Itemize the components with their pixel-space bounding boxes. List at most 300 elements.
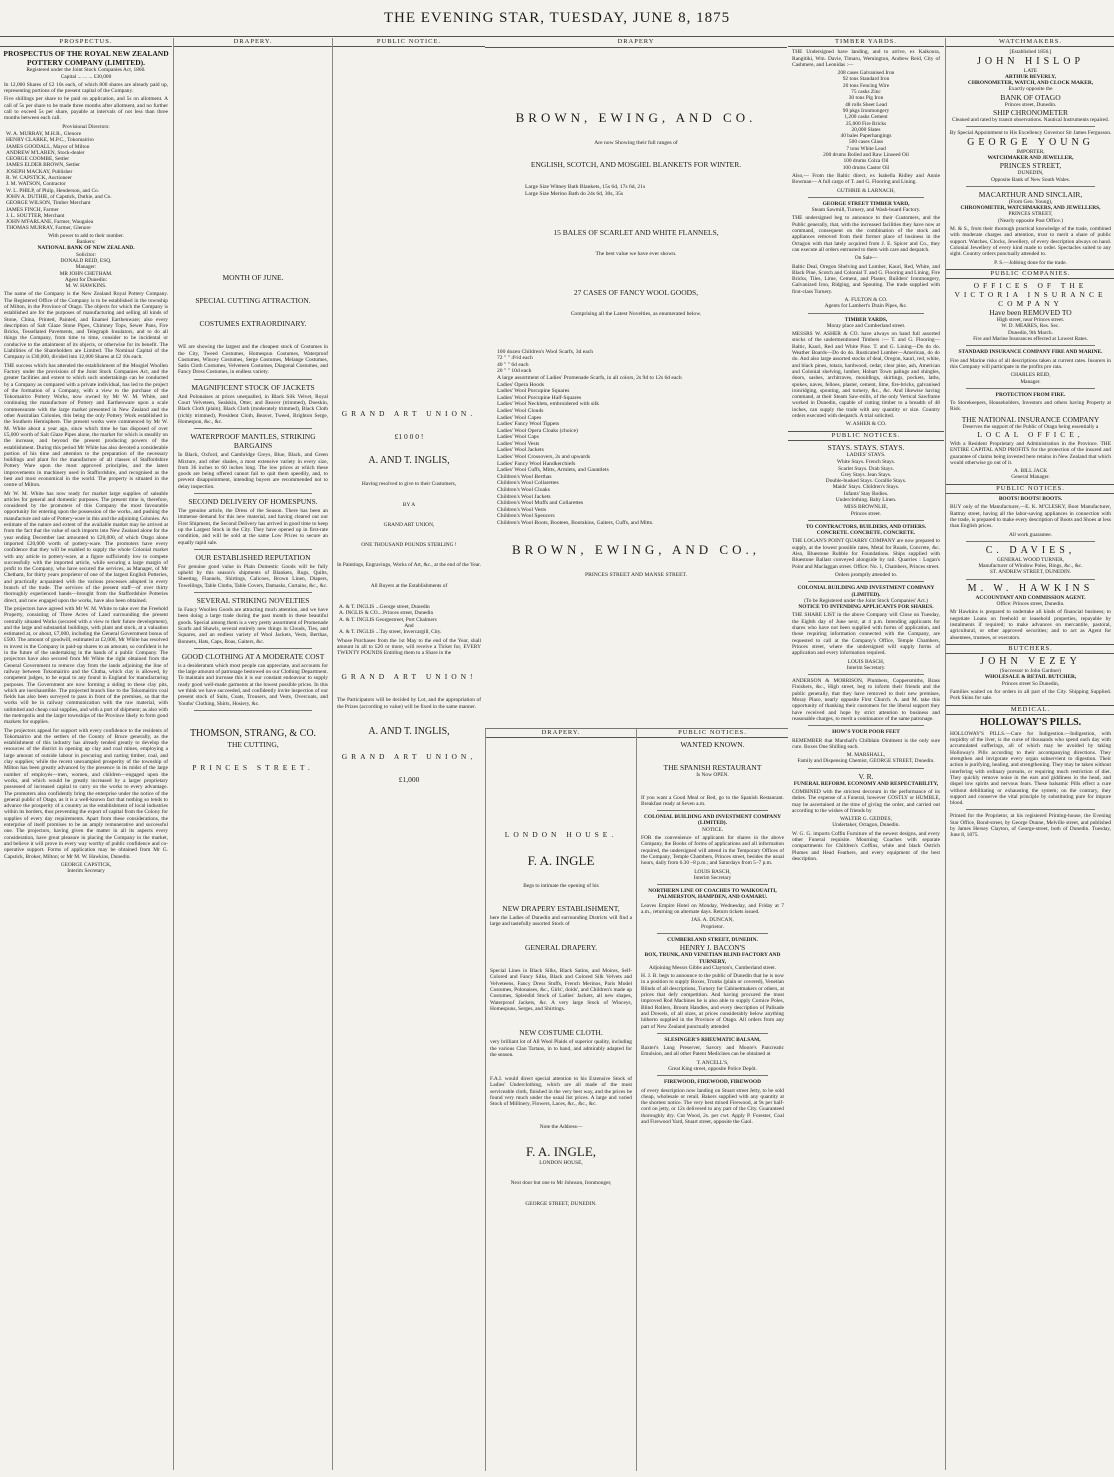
stays-item: White Stays. French Stays. <box>836 459 896 466</box>
davies-name: C. DAVIES, <box>985 544 1076 556</box>
chrono-watchmakers: CHRONOMETER, WATCHMAKERS, AND JEWELLERS, <box>960 205 1101 212</box>
wool-item: Children's Wool Spencers <box>497 513 555 520</box>
month-heading: MONTH OF JUNE. <box>222 273 284 283</box>
here-line: here the Ladies of Dunedin and surrounding Districts will find a large and tastefully assorted Stock of <box>490 914 632 927</box>
notice-heading: NOTICE. <box>701 826 724 833</box>
agent-title: Agent for Dunedin: <box>64 276 108 283</box>
brownlie-address: Princes street. <box>850 510 882 517</box>
jobbing-line: P. S.—Jobbing done for the trade. <box>994 259 1067 266</box>
masthead-title: THE EVENING STAR, TUESDAY, JUNE 8, 1875 <box>0 0 1114 37</box>
section-header-medical: MEDICAL. <box>946 705 1114 715</box>
colonial-building-2: COLONIAL BUILDING AND INVESTMENT COMPANY (LIMITED). <box>797 585 935 598</box>
geddes-text: W. G. G. imports Coffin Furniture of the newest designs, and every other Funeral requisite. Mourning Coaches with separate compartments for Children's Coffins, white and black Ostrich Plumes and Head Feathers, and every equipment of the best description. <box>792 830 940 862</box>
goods-item: 500 cases Glass <box>848 139 884 146</box>
guarantee-line: All work guarantee. <box>1009 531 1052 538</box>
george-timber-yard: GEORGE STREET TIMBER YARD, <box>822 200 910 207</box>
section-header-prospectus: PROSPECTUS. <box>0 38 172 47</box>
jackets-text: And Polonaises at prices unequalled, in Black Silk Velvet, Royal Court Velveteen, Sealskin, Otter, and Beaver (trimmed), Doeskin, Black Cloth (plain), Black Cloth (moderately trimmed), Black Cloth (richly trimmed), President Cloth, Beaver, Tweed, Brighton Serge, Homespun, &c., &c. <box>178 393 328 425</box>
purchases-text: Whose Purchases from the 1st May to the end of the Year, shall amount in all to £20 or more, will receive a Ticket for, EVERY TWENTY POUNDS Entitling them to a Share in the <box>337 637 481 657</box>
firewood-heading: FIREWOOD, FIREWOOD, FIREWOOD <box>663 1079 762 1086</box>
goods-item: 90 pkgs Ironmongery <box>842 107 890 114</box>
goods-item: 100 drums Castor Oil <box>842 164 890 171</box>
bacon-name: HENRY J. BACON'S <box>679 943 746 953</box>
coaches-heading: NORTHERN LINE OF COACHES TO WAIKOUAITI, PALMERSTON, HAMPDEN, AND OAMARU. <box>648 888 777 901</box>
director: GEORGE COOMBE, Settler <box>6 156 70 163</box>
george-street: GEORGE STREET, DUNEDIN. <box>525 1200 597 1207</box>
colonial-building: COLONIAL BUILDING AND INVESTMENT COMPANY (LIMITED). <box>644 814 781 827</box>
manager: MR JOHN CHETHAM. <box>59 270 113 277</box>
young-name: GEORGE YOUNG <box>967 136 1094 148</box>
protection-heading: PROTECTION FROM FIRE. <box>995 391 1066 398</box>
wool-item: Ladies' Fancy Wool Handkerchiefs <box>497 460 576 467</box>
column-prospectus <box>0 38 172 1470</box>
boots-heading: BOOTS! BOOTS! BOOTS. <box>998 496 1063 503</box>
brownlie-name: MISS BROWNLIE, <box>844 504 888 511</box>
davies-role: GENERAL WOOD TURNER, <box>996 556 1065 563</box>
quarry-text: THE LOGAN'S POINT QUARRY COMPANY are now prepared to supply, at the lowest possible rates, Metal for Roads, Concrete, &c. Also, Bluestone Rubble for Foundations. Ships supplied with Bluestone Ballast conveyed alongside by rail. Quarries : Logan's Point and Maclaggan street. Office: No. 1, Chambers, Princes street. <box>792 538 940 570</box>
holloway-heading: HOLLOWAY'S PILLS. <box>979 716 1082 728</box>
families-text: Families waited on for orders in all part of the City. Shipping Supplied. Pork Skins for sale. <box>950 689 1111 702</box>
basch-role: Interim Secretary <box>693 874 732 881</box>
goods-list <box>794 70 938 171</box>
director: W. L. PHILP, of Philp, Henderson, and Co. <box>6 187 100 194</box>
vezey-address: Princes street So Dunedin, <box>1001 680 1060 687</box>
wool-item: Children's Wool Collarettes <box>497 480 559 487</box>
branch: A. & T. INGLIS ...Tay street, Invercargill, City. <box>339 629 442 636</box>
wool-item: Ladies' Wool Necklets, embroidered with silk <box>497 401 600 408</box>
asher-name: W. ASHER & CO. <box>845 421 887 428</box>
section-header-public-notices-3: PUBLIC NOTICES. <box>946 484 1114 494</box>
goods-item: 200 drums Boiled and Raw Linseed Oil <box>823 152 909 159</box>
goods-item: 75 casks Zinc <box>851 89 881 96</box>
basch-name: LOUIS BASCH, <box>694 868 731 875</box>
stays-item: Double-busked Stays. Corallie Stays. <box>825 478 907 485</box>
stays-list <box>794 459 938 503</box>
grand-art-union: GRAND ART UNION! <box>341 672 477 682</box>
goods-item: 25,000 Fire Bricks <box>845 120 887 127</box>
wool-item: Ladies' Wool Vests <box>497 440 540 447</box>
slesinger-heading: SLESINGER'S RHEUMATIC BALSAM, <box>664 1036 761 1043</box>
on-sale: On Sale— <box>854 255 878 262</box>
bacon-adjoining: Adjoining Messrs Gibbs and Clayton's, Cumberland street. <box>648 964 777 971</box>
costumes-heading: COSTUMES EXTRAORDINARY. <box>199 319 307 329</box>
special-lines: Special Lines in Black Silks, Black Satins, and Moires, Self-Colored and Fancy Silks, Black and Colored Silk Velvets and Velveteens, Fancy Dress Stuffs, French Merinos, Paris Model Costumes, Polonaises, &c., Girls', doids', and Children's made up Costumes, Splendid Stock of Ladies' Jackets, all new shapes, Waterproof Jackets, &c. A very large Stock of Winceys, Homespuns, Serges, and Shirtings. <box>490 968 632 1012</box>
wool-item: Children's Wool Jackets <box>497 493 551 500</box>
clothing-text: is a desideratum which most people can appreciate, and accounts for the large amount of patronage bestowed on our Clothing Department. To maintain and increase this it is our constant endeavour to supply ready good well-made garments at the lowest possible prices. In this we think we have succeeded, and confidently invite inspection of our present stock of Suits, Coats, Trousers, and Vests, Overcoats, and Youths' Clothing, Shirts, Hosiery, &c. <box>178 662 328 707</box>
reputation-text: For genuine good value in Plain Domestic Goods will be fully upheld by this season's shipments of Blankets, Rugs, Quilts, Sheeting, Flannels, Shirtings, Calicoes, Brown Linen, Diapers, Towellings, Table Cloths, Table Covers, Damasks, Curtains, &c., &c. <box>178 563 328 589</box>
wool-item: 72 " " 4½d each <box>497 355 533 362</box>
prospectus-body: The projectors have agreed with Mr W. M. White to take over the Freehold Property, consisting of Three Acres of Land surrounding the present centrally situated Works (secured with a view to their future development), and the large and substantial buildings, with plant and stock, at a valuation estimated at, or about, £7,000, including the General Government bonus of £500. The amount of goodwill, estimated at £2,000, Mr White has resolved to invest in the Company in paid-up shares to an amount, so confident is he in the future of the undertaking in the hands of a public Company. The projectors have also secured from Mr White the right obtained from the General Government to remove clay from the lands adjoining the line of railway between Tokomairiro and the Clutha, which clay is allowed, by competent judges, to be equal to any found in England for manufacturing purposes. The Government are now forming a siding to these clay pits, which are inexhaustible. The projected branch line to the Tokomairiro coal fields has also been surveyed to pass in front of the premises, so that the works will be in railway communication with the raw material, with unlimited and cheap coal supplies, and with a port of shipment; as also with the metropolis and the larger townships of the Province likely to form good markets for supplies. <box>4 605 168 726</box>
prospectus-body: Mr W. M. White has now ready for market large supplies of saleable articles for general and domestic purposes. The present time is, therefore, considered by the promoters of this Company the most favourable opportunity for entering upon the possession of the works, and pushing the manufacture and sale of Pottery-ware in this and the adjoining Colonies. An estimate of the nature and extent of the available market may be arrived at from the fact that the value of such imports into New Zealand alone for the year ending December last amounted to £20,000, of which Otago alone imported £20,000 worth of pottery-ware. The promoters have every confidence that they will be enabled to supply the whole Colonial market with any article in pottery-ware, at a figure sufficiently low to compete successfully with the imported article, while securing a large margin of profit to the Company, who have secured the services, as Manager, of Mr Chetham, for thirty years proprietor of one of the largest English Potteries, and practically acquainted with the various processes adopted in every branch of the trade. The services of the present staff—of over thirty thoroughly experienced hands—brought from the Staffordshire Potteries direct, and now engaged upon the works, have also been obtained. <box>4 490 168 604</box>
prospectus-registered: Registered under the Joint Stock Companies Act, 1860. <box>26 67 146 74</box>
section-header-public-notices-2: PUBLIC NOTICES. <box>788 431 944 441</box>
section-header-drapery-2: DRAPERY <box>485 38 787 48</box>
accountant-line: ACCOUNTANT AND COMMISSION AGENT. <box>975 594 1086 601</box>
fire-line: Fire and Marine Insurances effected at Lowest Rates. <box>973 336 1088 343</box>
hawkins-office: Office: Princes street, Dunedin. <box>996 601 1065 608</box>
hislop-name: JOHN HISLOP <box>976 55 1085 67</box>
ancell-address: Great King street, opposite Police Depôt. <box>668 1065 757 1072</box>
brown-ewing-banner-2: BROWN, EWING, AND CO., <box>512 541 760 557</box>
wool-item: Ladies' Wool Opera Cloaks (choice) <box>497 427 578 434</box>
column-timber-yards <box>788 38 944 1470</box>
branches-list <box>339 604 479 635</box>
art-union-amount: £1 0 0 0 ! <box>394 432 424 442</box>
inglis-intro: Having resolved to give to their Customers, <box>361 481 457 488</box>
established-line: [Established 1856.] <box>1009 49 1052 56</box>
begs-line: Begs to intimate the opening of his <box>523 883 599 890</box>
stays-item: Underclothing. Baby Linen. <box>835 497 897 503</box>
blanket-row: Large Size Witney Bath Blankets, 15s 6d, 17s 6d, 21s <box>525 184 646 191</box>
director: GEORGE WILSON, Timber Merchant <box>6 200 91 207</box>
novelties-text: In Fancy Woollen Goods are attracting much attention, and we have been doing a large trade during the past month in these beautiful goods. Special among them is a very pretty assortment of Promenade Scarfs and Shawls, several entirely new things in Clouds, Ties, and Squares, and an endless variety of Wool Jackets, Vests, Berthas, Bonnets, Hats, Caps, Boas, Gaiters, &c. <box>178 607 328 645</box>
stays-item: Maids' Stays. Children's Stays. <box>832 484 900 491</box>
section-header-drapery: DRAPERY. <box>174 38 332 47</box>
prospectus-shares: In 12,000 Shares of £2 10s each, of which 800 shares are already paid up, representing portions of the present capital of the Company. <box>4 81 168 95</box>
homespuns-text: The genuine article, the Dress of the Season. There has been an immense demand for this new material, and having cleared out our First Shipment, the Second Delivery has arrived in good time to keep up the Largest Stock in the City. They have opened up in first-rate condition, and will be sold at the same Low Prices to secure an equally rapid sale. <box>178 508 328 546</box>
director: JAMES FINCH, Farmer <box>6 206 59 213</box>
wool-item: Ladies' Wool Porcupine Squares <box>497 388 570 395</box>
goods-item: 40 bales Paperhangings <box>840 133 892 140</box>
fai-title: F. A. INGLE <box>527 853 595 869</box>
section-header-public-companies: PUBLIC COMPANIES. <box>946 269 1114 279</box>
costume-cloth: NEW COSTUME CLOTH. <box>519 1028 603 1038</box>
macarthur-name: MACARTHUR AND SINCLAIR, <box>978 189 1083 199</box>
basch-role-2: Interim Secretary. <box>846 664 886 671</box>
goods-item: 100 drums Colza Oil <box>843 158 889 165</box>
director: R. W. CAPSTICK, Auctioneer <box>6 175 72 182</box>
basch-name-2: LOUIS BASCH, <box>847 658 885 665</box>
printer-imprint: Printed for the Proprietor, at his registered Printing-house, the Evening Star Office, Bond-street, by George Dunne, Melville street, and published by James Hersey Clayton, of George-street, both of Dunedin. Tuesday, June 8, 1875. <box>950 813 1111 839</box>
fulton-text: THE undersigned beg to announce to their Customers, and the Public generally, that, with the increased facilities they have now at command, consequent on the combination of the stock and appliances removed from their former place of business in the Octagon with that lately acquired from J. E. Spicer and Co., they can execute all orders entrusted to them with care and despatch. <box>792 215 940 253</box>
directors-note: With power to add to their number. <box>48 232 124 239</box>
bacon-text: H. J. B. begs to announce to the public of Dunedin that he is now in a position to supply Boxes, Trunks (plain or covered), Venetian Blinds of all descriptions, Turnery for Cabinetmakers or others, at prices that defy competition. And having procured the most improved Rod Machines he is also able to supply Cornice Poles, Blind Rollers, Broom Handles, and every description of Palisade and Dowels, of all sizes, at prices considerably below anything hitherto supplied in the Province of Otago. All orders from any part of New Zealand punctually attended <box>641 973 784 1030</box>
on-sale-text: Baltic Deal, Oregon Shelving and Lumber, Kauri, Red, White, and Black Pine, Scotch and Colonial T. and G. Flooring and Lining, Fire Bricks, Tiles, Lime, Cement, and Plaster, Builders' Ironmongery, Galvanized Iron, Ridging, and Spouting. The trade supplied with first-class Turnery. <box>792 263 940 295</box>
art-union-line: GRAND ART UNION, <box>383 521 435 528</box>
fai-title-2: F. A. INGLE, <box>525 1143 597 1159</box>
wool-item: Ladies' Wool Porcupine Half-Squares <box>497 394 582 401</box>
column-watchmakers <box>945 38 1114 1470</box>
orders-line: Orders promptly attended to. <box>834 571 898 578</box>
goods-item: 1,200 casks Cement <box>844 114 888 121</box>
duncan-role: Proprietor. <box>701 923 724 930</box>
section-header-timber: TIMBER YARDS. <box>788 38 944 47</box>
davies-text: Manufacturer of Window Poles, Rings, &c., &c. <box>978 563 1083 570</box>
establishment-line: NEW DRAPERY ESTABLISHMENT, <box>502 903 620 913</box>
paintings-line: In Paintings, Engravings, Works of Art, &c., at the end of the Year. <box>337 562 481 569</box>
prospectus-body: THE success which has attended the establishment of the Mosgiel Woollen Factory under the provisions of the Joint Stock Companies Act, and the greater facilities and extent to which such undertakings can be conducted by a Company as compared with a private individual, has led to the project of the formation of a Company, with a view to the purchase of the Tokomairiro Pottery Works, now owned by Mr W. M. White, and continuing the manufacture of Pottery and Earthenware upon a scale commensurate with the large market presented in New Zealand and the other Australian Colonies, this being the only Pottery Work established in the Southern Hemisphere. The present works were commenced by Mr W. M. White about a year ago, since which time he has disposed of over £5,000 worth of Salt Glaze Pipes alone, the market for which is steadily on the increase, and beyond the present producing powers of the establishment. During this period Mr White has also devoted a considerable portion of his time and attention to the preparation of the necessary buildings and plant for the manufacture of all classes of Staffordshire Pottery Ware upon the most approved principles, and the latest improvements in machinery used in Staffordshire, and recognised as the best and most economical in the world. The property is situated in the centre of Milton. <box>4 362 168 489</box>
section-header-public-notices: PUBLIC NOTICES. <box>637 729 788 738</box>
exactly-opposite: Exactly opposite the <box>1008 86 1053 93</box>
comprising-line: Comprising all the Latest Novelties, as enumerated below. <box>570 310 702 317</box>
next-door: Next door but one to Mr Johnson, Ironmonger, <box>510 1180 612 1187</box>
prospectus-signature-role: Interim Secretary <box>67 868 105 875</box>
director: W. A. MURRAY, M.H.R., Glenore <box>6 130 82 137</box>
feet-heading: HOW'S YOUR POOR FEET <box>832 729 900 736</box>
wool-item: Ladies' Wool Jackets <box>497 447 544 454</box>
holloway-text: HOLLOWAY'S PILLS.—Cure for Indigestion.—Indigestion, with torpidity of the liver, is the curse of thousands who spend each day with accumulated sufferings, all of which may be avoided by taking Holloway's Pills according to their accompanying directions. They strengthen and invigorate every organ subservient to digestion. Their action is purifying, healing, and strengthening. They may be taken without interfering with ordinary pursuits, or requiring much restriction of diet. They quickly remove noise in the ears and giddiness in the head, and dispel low spirits and nervous fears. These balsamic Pills effect a cure without debilitating or exhausting the system; on the contrary, they support and conserve the vital principle by substituting pure for impure blood. <box>950 730 1111 807</box>
funeral-heading: FUNERAL REFORM. ECONOMY AND RESPECTABILITY, <box>793 780 939 787</box>
blanket-list <box>525 184 781 197</box>
chronometer-maker: CHRONOMETER, WATCH, AND CLOCK MAKER, <box>967 80 1094 87</box>
director: JAMES GOODALL, Mayor of Milton <box>6 143 90 150</box>
manager-title: Manager: <box>75 264 97 271</box>
wholesale-line: WHOLESALE & RETAIL BUTCHER, <box>984 674 1077 681</box>
costume-cloth-text: very brilliant lot of All Wool Plaids of superior quality, including the various Clan Tartans, in to hand, and admirably adapted for the season. <box>490 1039 632 1058</box>
protection-text: To Storekeepers, Householders, Investors and others having Property at Risk. <box>950 400 1111 413</box>
wanted-known: WANTED KNOWN. <box>680 740 745 750</box>
section-header-public-notice: PUBLIC NOTICE. <box>333 38 485 47</box>
cleaned-line: Cleaned and rated by transit observations. Nautical Instruments repaired. <box>951 117 1110 124</box>
marshall-role: Family and Dispensing Chemist, GEORGE STREET, Dunedin. <box>797 758 935 765</box>
jack-role: General Manager. <box>1011 474 1050 481</box>
drapery-ingle <box>485 728 636 1471</box>
prospectus-body: The projectors appeal for support with every confidence to the residents of Tokomairiro and the settlers of the County of Bruce generally, as the establishment of this industry has already tended greatly to develop the resources of the district in opening up clay and coal mines, employing a large amount of outside labour in procuring and carting timber, coal, and clay supplies; while the recent unexampled prosperity of the township of Milton has been greatly advanced by the presence in its midst of the large number of employés—men, women, and children—engaged upon the works, and which would be greatly increased by a larger proprietary possessed of increased capital to carry on the works to every advantage. The promoters also confidently bring the enterprise under the notice of the general public of Otago, as it is a well-known fact that nothing so tends to advance the prosperity of a country as the establishment of local industries within its borders, thus preventing the export of capital from the Colony for supplies of every day requirements. Apart from these considerations, the enterprise of itself promises to be an amply remunerative and successful one. The projectors, having given the matter in all its aspects every consideration, have great pleasure in placing the Company in the market, and believe it will prove in every way worthy of public confidence and co-operative support. Forms of application may be obtained from Mr G. Capstick, Broker, Milton; or Mr M. W. Hawkins, Dunedin. <box>4 727 168 860</box>
wool-item: A large assortment of Ladies' Promenade Scarfs, in all colors, 2s 9d to 12s 6d each <box>497 374 682 381</box>
stays-item: Infants' Stay Bodies. <box>843 490 889 497</box>
importer-line: IMPORTER, <box>1016 148 1045 155</box>
opposite-bank: Opposite Bank of New South Wales. <box>990 176 1071 183</box>
steam-sawmill: Steam Sawmill, Turnery, and Wash-board Factory. <box>811 207 921 214</box>
wool-item: Children's Wool Boots, Bootees, Bootakins, Gaiters, Cuffs, and Mitts. <box>497 520 654 526</box>
geddes-name: WALTER G. GEDDES, <box>840 816 892 823</box>
notice-text: FOR the convenience of applicants for shares in the above Company, the Books of forms of applications and all information required, the undersigned will attend in the Temporary Offices of the Company, Temple Chambers, Princes street, besides the usual hours, daily from 6.30 –8 p.m.; and Saturdays from 5–7 p.m. <box>641 835 784 867</box>
clothing-heading: GOOD CLOTHING AT A MODERATE COST <box>181 651 325 661</box>
special-heading: SPECIAL CUTTING ATTRACTION. <box>195 296 311 306</box>
meares-date: Dunedin, 9th March. <box>1008 329 1053 336</box>
mantles-text: In Black, Oxford, and Cambridge Greys, Blue, Black, and Green Mixture, and other shades, a most extensive variety in every size, from 36 inches to 60 inches long. The low prices at which these goods are being offered cannot fail to quit them speedily, and, to prevent disappointment, intending buyers are recommended not to delay inspection. <box>178 452 328 490</box>
goods-item: 7 tons White Lead <box>846 145 886 152</box>
wool-goods-list <box>497 349 781 527</box>
firewood-text: of every description now landing on Stuart street Jetty, to be sold cheap, wholesale or retail. Bakers supplied with any quantity at the shortest notice. The very best mixed Firewood, at 9s per half-cord on jetty, or 12s delivered to any part of the City. Guaranteed thoroughly dry. Cut Wood, 2s. per cwt. Apply P. Forester, Coal and Firewood Yard, Stuart street, opposite the Gaol. <box>641 1087 784 1126</box>
stays-item: Grey Stays. Jean Stays. <box>840 471 892 478</box>
national-insurance: THE NATIONAL INSURANCE COMPANY <box>961 414 1100 424</box>
inglis-firm: A. AND T. INGLIS, <box>368 455 450 467</box>
coaches-text: Leaves Empire Hotel on Monday, Wednesday, and Friday at 7 a.m., returning on alternate days. Return tickets issued. <box>641 902 784 916</box>
princes-street: Princes street, Dunedin. <box>1004 101 1057 108</box>
fulton-agent: Agents for Lambert's Drain Pipes, &c. <box>824 303 908 310</box>
firm-address: PRINCES STREET. <box>192 762 314 772</box>
bacon-factory: BOX, TRUNK, AND VENETIAN BLIND FACTORY AND TURNERY, <box>644 952 781 965</box>
branch: A. INGLIS & CO....Princes street, Dunedin <box>339 610 434 617</box>
directors-title: Provisional Directors: <box>62 123 110 130</box>
nearly-opposite: (Nearly opposite Post Office.) <box>998 217 1063 224</box>
director: JOSEPH MACKAY, Publisher <box>6 168 73 175</box>
fulton-name: A. FULTON & CO. <box>844 296 888 303</box>
wool-item: Ladies' Opera Hoods <box>497 381 544 388</box>
section-header-drapery-3: DRAPERY. <box>486 729 636 738</box>
local-text: With a Resident Proprietary and Administration in the Province. THE ENTIRE CAPITAL AND PROFITS for the protection of the insured and guarantee of claims being invested here retains in New Zealand that which would otherwise go out of it. <box>950 440 1111 466</box>
inglis-firm-2: A. AND T. INGLIS, <box>368 726 450 738</box>
marshall-name: M. MARSHALL, <box>846 752 886 759</box>
art-union-title-2: GRAND ART UNION, <box>341 752 477 762</box>
best-value-line: The best value we have ever shown. <box>595 251 677 258</box>
spanish-restaurant: THE SPANISH RESTAURANT <box>663 763 762 773</box>
high-street: High street, near Princes street. <box>996 317 1065 324</box>
note-address: Note the Address— <box>539 1123 583 1130</box>
meares-name: W. D. MEARES, Res. Sec. <box>1001 323 1060 330</box>
branch: A. & T. INGLIS Georgestreet, Port Chalmers <box>339 616 437 623</box>
dunedin-line: DUNEDIN, <box>1017 170 1044 177</box>
jack-name: A. BILL JACK <box>1013 468 1048 475</box>
reid-role: Manager. <box>1020 378 1041 385</box>
attention-text: F.A.I. would direct special attention to his Extensive Stock of Ladies' Underclothing, which are all made of the most serviceable cloth, finished in the very best way, and the prices be found very much under the usual list prices. A large and varied Stock of Millinery, Flowers, Laces, &c., &c., &c. <box>490 1076 632 1108</box>
vr-crest: V. R. <box>858 771 874 781</box>
london-house-2: LONDON HOUSE, <box>539 1159 583 1166</box>
art-union-title: GRAND ART UNION. <box>341 409 477 419</box>
also-text: Also,— From the Baltic direct, ex Isabella Ridley and Annie Bowman— A full cargo of T. and G. Flooring and Lining. <box>792 172 940 186</box>
prospectus-capital: Capital ... ... ... £30,000 <box>60 73 112 80</box>
goods-item: 48 rolls Sheet Lead <box>845 101 887 108</box>
cases-line: 27 CASES OF FANCY WOOL GOODS, <box>573 287 699 297</box>
director: JAMES ELDER BROWN, Settler <box>6 162 80 169</box>
wool-item: Ladies' Wool Caps <box>497 434 539 441</box>
art-union-amount-2: £1,000 <box>398 775 420 785</box>
goods-item: 20 tons Fencing Wire <box>842 82 890 89</box>
drapery-brown-ewing <box>485 38 787 726</box>
removed-line: Have been REMOVED TO <box>989 308 1072 318</box>
watchmaker-line: WATCHMAKER AND JEWELLER, <box>987 154 1074 161</box>
share-list-text: THE SHARE LIST in the above Company will Close on Tuesday, the Eighth day of June next, at 4 p.m. Intending applicants for shares who have not been supplied with forms of application, and those requiring information connected with the Company, are requested to call at the Company's Office, Temple Chambers, Princes street, where the undersigned will supply forms of application and every information required. <box>792 612 940 657</box>
pounds-line: ONE THOUSAND POUNDS STERLING ! <box>361 542 457 549</box>
wool-item: Ladies' Fancy Wool Tippets <box>497 421 560 428</box>
showing-line: Are now Showing their full ranges of <box>594 139 678 146</box>
section-header-butchers: BUTCHERS. <box>946 644 1114 654</box>
appointment-line: By Special Appointment to His Excellency Governor Sir James Fergusson. <box>949 130 1112 137</box>
ms-text: M. & S., from their thorough practical knowledge of the trade, combined with moderate charges and attention, trust to merit a share of public support. Watches, Clocks, Jewellery, of every description always on hand. Colonial Jewellery of every kind made to order. Spectacles suited to any sight. Country orders punctually attended to. <box>950 226 1111 258</box>
moray-address: Moray place and Cumberland street. <box>826 322 906 329</box>
anderson-text: ANDERSON & MORRISON, Plumbers, Coppersmiths, Brass Finishers, &c., High street, beg to inform their friends and the public generally, that they have removed to their new premises, Moray Place, nearly opposite First Church. A. and M. take this opportunity of thanking their customers for the liberal support they have received and hope by strict attention to business and reasonable charges, to merit a continuance of the same patronage. <box>792 678 940 722</box>
from-young: (From Geo. Young), <box>1008 198 1053 205</box>
wool-item: Children's Wool Muffs and Collarettes <box>497 500 584 507</box>
column-drapery-thomson <box>173 38 332 1470</box>
davies-address: ST. ANDREW STREET, DUNEDIN. <box>989 569 1072 576</box>
reputation-heading: OUR ESTABLISHED REPUTATION <box>195 552 311 562</box>
solicitor: DONALD REID, ESQ. <box>60 257 112 264</box>
ancell-name: T. ANCELL'S, <box>696 1059 729 1066</box>
wool-item: Ladies' Wool Crossovers, 2s and upwards <box>497 454 591 461</box>
cumberland-street: CUMBERLAND STREET, DUNEDIN. <box>667 936 758 943</box>
wool-item: Ladies' Wool Clouds <box>497 407 544 414</box>
now-open: Is Now OPEN. <box>696 772 729 779</box>
wool-item: 20 " " 10d each <box>497 368 532 375</box>
blankets-line: ENGLISH, SCOTCH, AND MOSGIEL BLANKETS FOR WINTER. <box>530 160 742 170</box>
princes-street-2: PRINCES STREET, <box>999 161 1062 171</box>
london-house: LONDON HOUSE. <box>504 830 618 840</box>
goods-item: 30 tons Pig Iron <box>848 95 884 102</box>
director: JOHN M'FARLANE, Farmer, Waugalea <box>6 219 94 226</box>
agent: M. W. HAWKINS. <box>65 283 107 290</box>
slesinger-text: Baxter's Lung Preserver, Savory and Moore's Pancreatic Emulsion, and all other Patent Medicines can be obtained at <box>641 1045 784 1058</box>
prospectus-title: PROSPECTUS OF THE ROYAL NEW ZEALAND POTTERY COMPANY (LIMITED). <box>3 49 169 68</box>
wool-item: Children's Wool Vests <box>497 506 547 513</box>
guthrie-name: GUTHRIE & LARNACH, <box>837 187 895 194</box>
goods-item: 208 cases Galvanised Iron <box>837 70 895 77</box>
wool-item: 40 " " 6d each <box>497 361 529 368</box>
contractors-heading: TO CONTRACTORS, BUILDERS, AND OTHERS. <box>805 523 927 530</box>
branch: A. & T. INGLIS ...George street, Dunedin <box>339 604 430 611</box>
geddes-role: Undertaker, Octagon, Dunedin. <box>832 822 900 829</box>
bankers-title: Bankers: <box>76 239 96 246</box>
vezey-name: JOHN VEZEY <box>980 656 1081 668</box>
wool-item: Ladies' Wool Capes <box>497 414 542 421</box>
homespuns-heading: SECOND DELIVERY OF HOMESPUNS. <box>188 497 318 507</box>
late-line: LATE <box>1023 67 1038 74</box>
hawkins-text: Mr Hawkins is prepared to undertake all kinds of financial business; to negotiate Loans on freehold or leasehold properties, repayable by instalments if required; to make advances on mercantile, pastoral, agricultural, or other approved securities; and to act as Agent for absentees, trustees, or executors. <box>950 609 1111 641</box>
prospectus-calls: Five shillings per share to be paid on application, and 5s on allotment. A call of 5s per share to be made three months after allotment, and no further call to exceed 5s per share, payable at intervals of not less than three months between each call. <box>4 96 168 122</box>
director: J. M. WATSON, Contractor <box>6 181 66 188</box>
wool-item: Children's Wool Berthas <box>497 473 552 480</box>
participators-text: The Participators will be decided by Lot, and the appropriation of the Prizes (according to value) will be fixed in the same manner. <box>337 697 481 710</box>
remember-text: REMEMBER that Marshall's Chilblain Ointment is the only sure cure. Boxes One Shilling each. <box>792 737 940 750</box>
jackets-heading: MAGNIFICENT STOCK OF JACKETS <box>191 382 315 392</box>
bankers: NATIONAL BANK OF NEW ZEALAND. <box>37 245 135 252</box>
brown-ewing-address: PRINCES STREET AND MANSE STREET. <box>585 571 687 578</box>
arrive-text: THE Undersigned have landing, and to arrive, ex Kaikoura, Rangitiki, Wm. Davie, Timaru, Wemington, Andrew Reid, City of Cashmere, and Leonidas :— <box>792 49 940 68</box>
national-text: Deserves the support of the Public of Otago being essentially a <box>962 423 1099 430</box>
blanket-row: Large Size Merino Bath do 24s 6d, 30s, 35s <box>525 190 624 197</box>
stays-item: Scarlet Stays. Drab Stays. <box>838 465 894 472</box>
reid-name: CHARLES REID, <box>1010 372 1051 379</box>
ladies-stays: LADIES' STAYS. <box>846 451 886 458</box>
director: ANDREW M'LAREN, Stock-dealer <box>6 149 85 156</box>
stays-heading: STAYS. STAYS. STAYS. <box>827 442 905 452</box>
standard-text: Fire and Marine risks of all descriptions taken at current rates. Insurers in this Company will participate in the profits pro rata. <box>950 357 1111 370</box>
meal-text: If you want a Good Meal or Bed, go to the Spanish Restaurant. Breakfast ready at Seven a.m. <box>641 794 784 807</box>
wool-item: 100 dozen Children's Wool Scarfs, 3d each <box>497 348 593 355</box>
duncan-name: JAS. A. DUNCAN, <box>691 917 734 924</box>
intending-applicants: NOTICE TO INTENDING APPLICANTS FOR SHARES. <box>798 604 934 611</box>
funeral-text: COMBINED with the strictest decorum in the performance of its duties. The expense of a Funeral, however COSTLY or HUMBLE, may be ascertained at the time of giving the order, and carried out according to the wishes of friends by <box>792 788 940 814</box>
solicitor-title: Solicitor: <box>75 251 97 258</box>
novelties-heading: SEVERAL STRIKING NOVELTIES <box>196 596 310 606</box>
director: JOHN A. DUTHIE, of Capstick, Duthie, and Co. <box>6 193 112 200</box>
general-drapery: GENERAL DRAPERY. <box>524 943 598 953</box>
brown-ewing-banner: BROWN, EWING, AND CO. <box>515 109 757 125</box>
directors-list <box>6 131 166 232</box>
bales-line: 15 BALES OF SCARLET AND WHITE FLANNELS, <box>553 228 719 238</box>
goods-item: 20,000 Slates <box>851 126 881 133</box>
bank-of-otago: BANK OF OTAGO <box>1000 92 1061 102</box>
branch: And <box>404 622 414 629</box>
princes-street-3: PRINCES STREET, <box>1008 211 1053 218</box>
wool-item: Ladies' Wool Cuffs, Mitts, Armlets, and Gauntlets <box>497 467 609 474</box>
costumes-text: WE are showing the largest and the cheapest stock of Costumes in the City, Tweed Costumes, Homespun Costumes, Waterproof Costumes, Wincey Costumes, Serge Costumes, Melange Costumes, Satin Cloth Costumes, Velveteen Costumes, Diagonal Costumes, and Fancy Dress Costumes, in endless variety. <box>178 344 328 376</box>
column-public-notice-inglis <box>332 38 485 1470</box>
mantles-heading: WATERPROOF MANTLES, STRIKING BARGAINS <box>190 432 316 451</box>
successor-line: (Successor to John Gardner) <box>999 668 1062 675</box>
local-office: LOCAL OFFICE, <box>977 429 1084 439</box>
prospectus-signature: GEORGE CAPSTICK, <box>60 861 112 868</box>
moray-timber-yards: TIMBER YARDS, <box>844 316 888 323</box>
to-be-registered: (To be Registered under the Joint Stock Companies' Act.) <box>804 597 928 604</box>
director: HENRY CLARKE, M.P.C., Tokomairiro <box>6 137 94 144</box>
boots-text: BUY only of the Manufacturer,—E. K. M'CLESKY, Boot Manufacturer, Rattray street, having all the labor-saving appliances in connection with the trade, is prepared to make every description of Boots and Shoes at less than English prices. <box>950 504 1111 530</box>
concrete-heading: CONCRETE. CONCRETE. CONCRETE. <box>816 530 916 537</box>
by-a: BY A <box>402 501 416 508</box>
public-notices-middle <box>636 728 788 1471</box>
beverly-name: ARTHUR BEVERLY, <box>1005 73 1056 80</box>
hawkins-name: M. W. HAWKINS <box>967 582 1094 594</box>
director: J. L. SOUTTER, Merchant <box>6 212 65 219</box>
firm-name: THOMSON, STRANG, & CO. <box>189 727 317 739</box>
buyers-line: All Buyers at the Establishments of <box>370 582 448 589</box>
asher-text: MESSRS W. ASHER & CO. have always on hand full assorted stocks of the undermentioned Timbers :— T. and G. Flooring—Baltic, Kauri, Red and White Pine. T. and G. Lining—Do do do. Weather Boards—Do do do. Rusticated Lumber—American, do do do. And also large assorted stocks of deal, Oregon, kauri, red, white, and black pines, totara, hardwood, cedar, clear pine, ash, American and Colonial shelving, lumber, Hobart Town palings and shingles, doors, sashes, architraves, mouldings, skirtings, pockets, laths, spokes, naves, felloes, plaster, cement, lime, fire-bricks, galvanised ironridging, spouting, and turnery, &c., &c. And likewise having command, at their Steam Saw-mills, of the only Vertical Sawframe worked in Dunedin, capable of cutting timber to a breadth of 48 inches, can supply the trade with any quantity or size. Country orders executed with despatch. A trial solicited. <box>792 331 940 420</box>
ship-chronometer: SHIP CHRONOMETER <box>993 108 1068 118</box>
section-header-watchmakers: WATCHMAKERS. <box>946 38 1114 47</box>
director: THOMAS MURRAY, Farmer, Glenore <box>6 225 91 232</box>
victoria-offices: OFFICES OF THE VICTORIA INSURANCE COMPANY <box>954 281 1107 309</box>
